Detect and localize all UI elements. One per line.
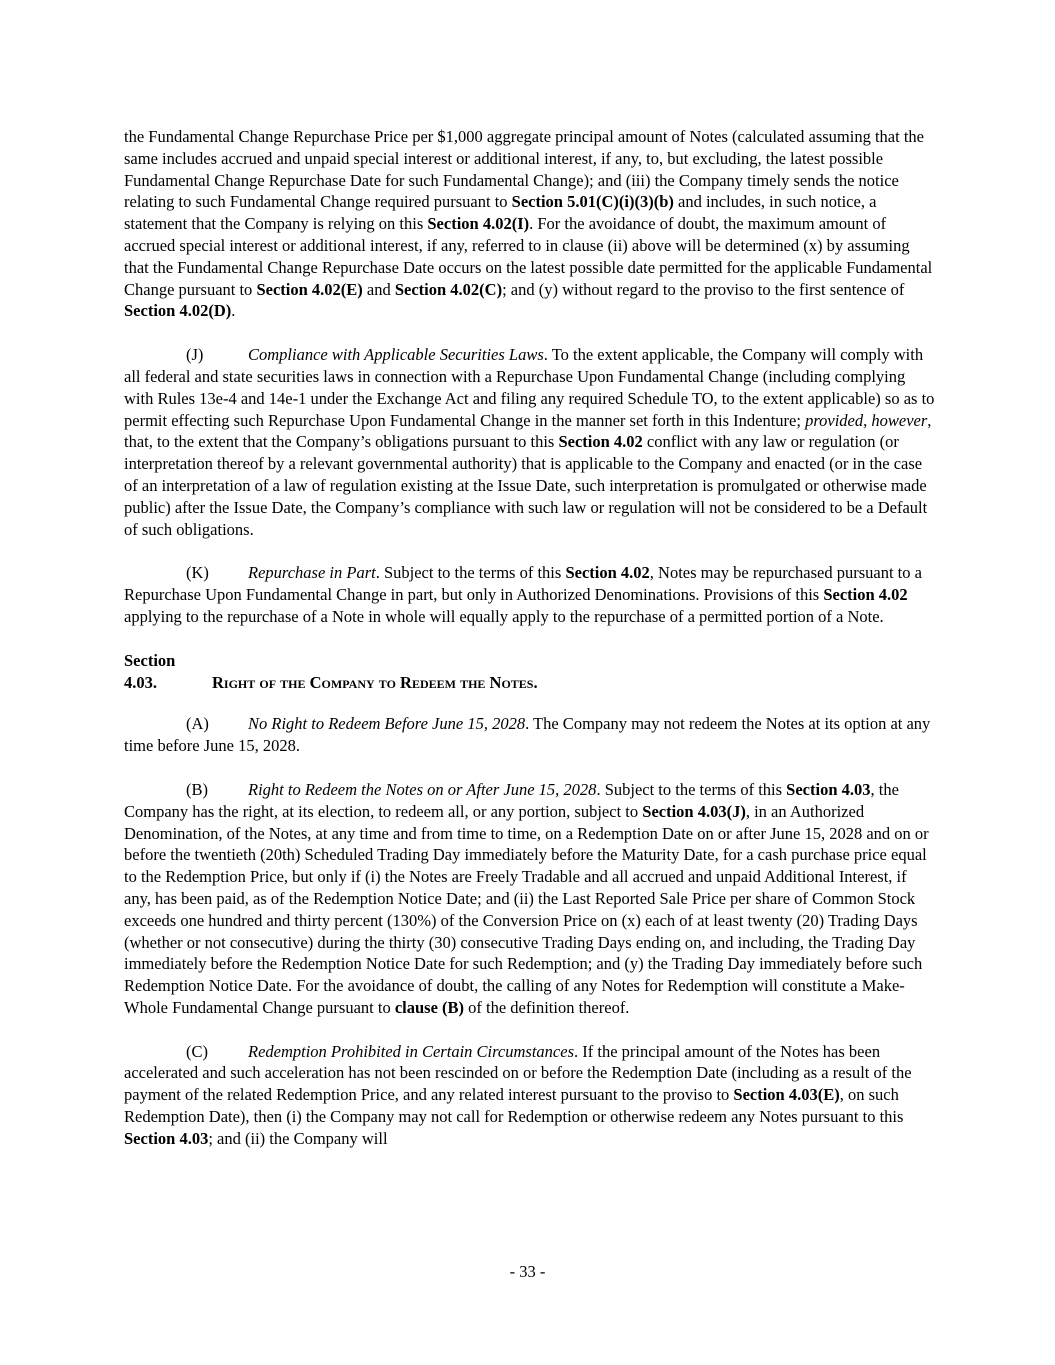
text-run: ; and (y) without regard to the proviso to the first sentence of [502, 279, 905, 299]
paragraph-b [124, 779, 936, 1019]
text-run: and [362, 279, 395, 299]
paragraph-a [124, 713, 936, 757]
text-run: . The Company may not redeem the Notes at its option at any time before June 15, 2028. [124, 714, 931, 756]
section-heading [124, 650, 936, 694]
section-reference: clause (B) [394, 997, 465, 1017]
section-reference: Section 4.02(D) [124, 301, 232, 321]
section-reference: Section 4.03 [786, 779, 871, 799]
section-reference: Section 4.02 [558, 432, 643, 452]
section-reference: Section 5.01(C)(i)(3)(b) [511, 192, 674, 212]
section-title: Right of the Company to Redeem the Notes. [212, 672, 538, 692]
clause-marker: (A) [186, 714, 209, 734]
clause-title: No Right to Redeem Before June 15, 2028 [248, 714, 526, 734]
section-reference: Section 4.02 [565, 563, 650, 583]
page-content [124, 126, 936, 1172]
text-run: of the definition thereof. [464, 997, 630, 1017]
text-run: . For the avoidance of doubt, the maximum amount of accrued special interest or additional interest, if any, referred to in clause (ii) above will be determined (x) by assuming that the Fundamental Change Repurchase Date occurs on the latest possible date permitted for the applicable Fundamental Change pursuant to [124, 214, 933, 299]
text-run: . Subject to the terms of this [375, 563, 566, 583]
paragraph-j [124, 344, 936, 540]
text-run: , Notes may be repurchased pursuant to a Repurchase Upon Fundamental Change in part, but only in Authorized Denominations. Provisions of this [124, 563, 922, 605]
section-number: Section 4.03. [124, 650, 176, 692]
emphasis: however [871, 410, 928, 430]
text-run: . [231, 301, 236, 321]
clause-title: Right to Redeem the Notes on or After June 15, 2028 [248, 779, 597, 799]
paragraph-continuation [124, 126, 936, 322]
clause-marker: (K) [186, 563, 209, 583]
section-reference: Section 4.02 [823, 585, 908, 605]
section-reference: Section 4.02(C) [394, 279, 503, 299]
text-run: , the Company has the right, at its election, to redeem all, or any portion, subject to [124, 779, 899, 821]
section-reference: Section 4.03 [124, 1128, 209, 1148]
text-run: , that, to the extent that the Company’s obligations pursuant to this [124, 410, 932, 452]
section-reference: Section 4.02(I) [427, 214, 530, 234]
text-run: and includes, in such notice, a statement that the Company is relying on this [124, 192, 877, 234]
section-reference: Section 4.02(E) [256, 279, 363, 299]
paragraph-k [124, 562, 936, 627]
clause-marker: (B) [186, 779, 208, 799]
text-run: . If the principal amount of the Notes has been accelerated and such acceleration has not been rescinded on or before the Redemption Date (including as a result of the payment of the related Redemption Price, and any related interest pursuant to the proviso to [124, 1041, 912, 1105]
text-run: ; and (ii) the Company will [208, 1128, 388, 1148]
page-number: - 33 - [509, 1262, 546, 1281]
text-run: conflict with any law or regulation (or interpretation thereof by a relevant governmental authority) that is applicable to the Company and enacted (or in the case of an interpretation of a law of regulation existing at the Issue Date, such interpretation is promulgated or otherwise made public) after the Issue Date, the Company’s compliance with such law or regulation will not be considered to be a Default of such obligations. [124, 432, 928, 539]
text-run: , on such Redemption Date), then (i) the Company may not call for Redemption or otherwise redeem any Notes pursuant to this [124, 1085, 904, 1127]
section-reference: Section 4.03(E) [733, 1085, 840, 1105]
text-run: the Fundamental Change Repurchase Price per $1,000 aggregate principal amount of Notes (calculated assuming that the same includes accrued and unpaid special interest or additional interest, if any, to, but excluding, the latest possible Fundamental Change Repurchase Date for such Fundamental Change); and (iii) the Company timely sends the notice relating to such Fundamental Change required pursuant to [124, 127, 924, 212]
emphasis: provided [805, 410, 864, 430]
clause-title: Repurchase in Part [248, 563, 376, 583]
section-reference: Section 4.03(J) [642, 801, 746, 821]
text-run: , [863, 410, 872, 430]
clause-title: Compliance with Applicable Securities Laws [248, 345, 544, 365]
text-run: applying to the repurchase of a Note in whole will equally apply to the repurchase of a permitted portion of a Note. [124, 606, 884, 626]
text-run: . To the extent applicable, the Company will comply with all federal and state securities laws in connection with a Repurchase Upon Fundamental Change (including complying with Rules 13e-4 and 14e-1 under the Exchange Act and filing any required Schedule TO, to the extent applicable) so as to permit effecting such Repurchase Upon Fundamental Change in the manner set forth in this Indenture; [124, 345, 935, 430]
paragraph-c [124, 1041, 936, 1150]
clause-title: Redemption Prohibited in Certain Circumstances [248, 1041, 574, 1061]
text-run: . Subject to the terms of this [596, 779, 787, 799]
clause-marker: (C) [186, 1041, 208, 1061]
text-run: , in an Authorized Denomination, of the Notes, at any time and from time to time, on a Redemption Date on or after June 15, 2028 and on or before the twentieth (20th) Scheduled Trading Day immediately before the Maturity Date, for a cash purchase price equal to the Redemption Price, but only if (i) the Notes are Freely Tradable and all accrued and unpaid Additional Interest, if any, has been paid, as of the Redemption Notice Date; and (ii) the Last Reported Sale Price per share of Common Stock exceeds one hundred and thirty percent (130%) of the Conversion Price on (x) each of at least twenty (20) Trading Days (whether or not consecutive) during the thirty (30) consecutive Trading Days ending on, and including, the Trading Day immediately before the Redemption Notice Date for such Redemption; and (y) the Trading Day immediately before such Redemption Notice Date. For the avoidance of doubt, the calling of any Notes for Redemption will constitute a Make-Whole Fundamental Change pursuant to [124, 801, 929, 1017]
clause-marker: (J) [186, 345, 204, 365]
